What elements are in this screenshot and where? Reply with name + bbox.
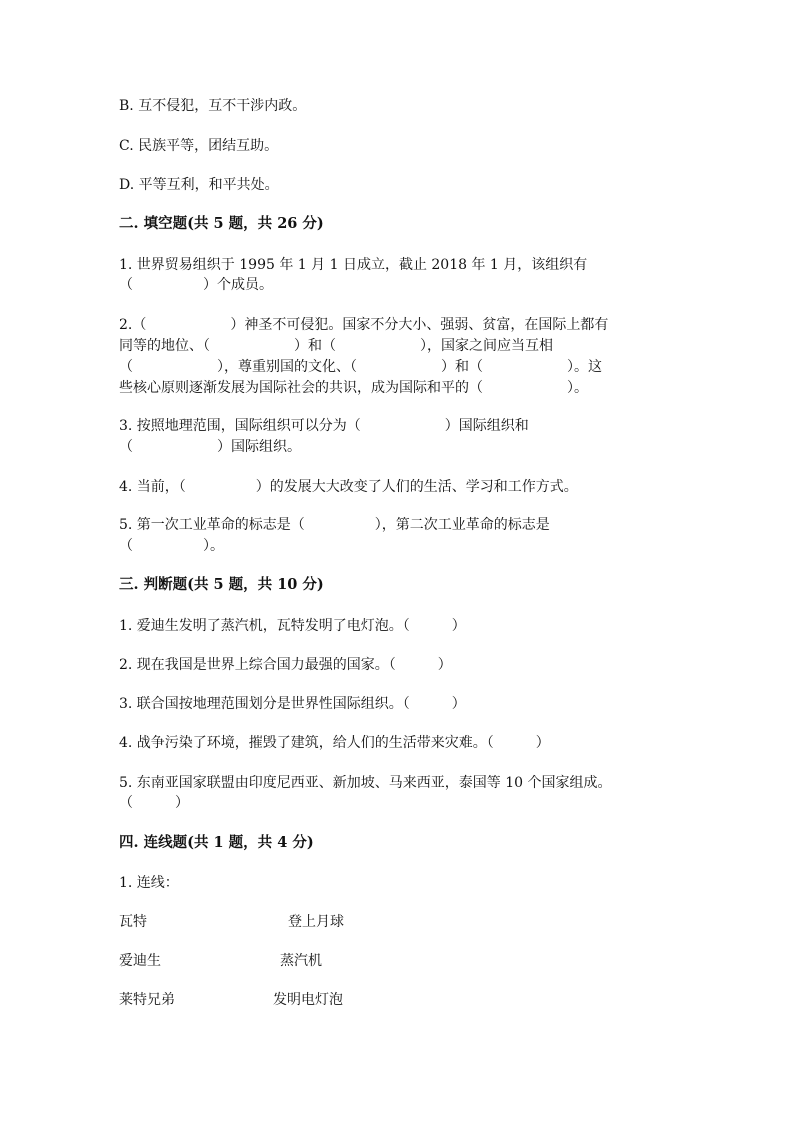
option-d: D. 平等互利，和平共处。 [119, 177, 279, 193]
option-b: B. 互不侵犯，互不干涉内政。 [119, 98, 307, 114]
match-right-item: 发明电灯泡 [273, 992, 343, 1008]
tf-q1: 1. 爱迪生发明了蒸汽机，瓦特发明了电灯泡。（ ） [119, 618, 466, 634]
fill-q2-line3: （ ），尊重别国的文化、（ ）和（ ）。这 [119, 359, 602, 375]
fill-q2-line2: 同等的地位、（ ）和（ ），国家之间应当互相 [119, 338, 553, 354]
fill-q5-line1: 5. 第一次工业革命的标志是（ ），第二次工业革命的标志是 [119, 517, 550, 533]
section-true-false-heading: 三. 判断题(共 5 题，共 10 分) [119, 576, 324, 593]
fill-q1-line2: （ ）个成员。 [119, 277, 273, 293]
option-c: C. 民族平等，团结互助。 [119, 138, 279, 154]
fill-q5-line2: （ ）。 [119, 538, 224, 554]
match-right-item: 登上月球 [288, 914, 344, 930]
match-left-item: 爱迪生 [119, 953, 161, 969]
fill-q4: 4. 当前，（ ）的发展大大改变了人们的生活、学习和工作方式。 [119, 479, 578, 495]
fill-q3-line2: （ ）国际组织。 [119, 439, 301, 455]
fill-q3-line1: 3. 按照地理范围，国际组织可以分为（ ）国际组织和 [119, 418, 529, 434]
section-fill-blank-heading: 二. 填空题(共 5 题，共 26 分) [119, 215, 324, 232]
fill-q1-line1: 1. 世界贸易组织于 1995 年 1 月 1 日成立，截止 2018 年 1 月，该组织有 [119, 257, 588, 273]
section-matching-heading: 四. 连线题(共 1 题，共 4 分) [119, 834, 314, 851]
tf-q3: 3. 联合国按地理范围划分是世界性国际组织。（ ） [119, 696, 466, 712]
fill-q2-line4: 些核心原则逐渐发展为国际社会的共识，成为国际和平的（ ）。 [119, 380, 588, 396]
match-q1: 1. 连线： [119, 875, 179, 891]
tf-q4: 4. 战争污染了环境，摧毁了建筑，给人们的生活带来灾难。（ ） [119, 735, 550, 751]
tf-q2: 2. 现在我国是世界上综合国力最强的国家。（ ） [119, 657, 452, 673]
tf-q5-line1: 5. 东南亚国家联盟由印度尼西亚、新加坡、马来西亚，泰国等 10 个国家组成。 [119, 775, 612, 791]
match-left-item: 莱特兄弟 [119, 992, 175, 1008]
match-right-item: 蒸汽机 [280, 953, 322, 969]
match-left-item: 瓦特 [119, 914, 147, 930]
fill-q2-line1: 2.（ ）神圣不可侵犯。国家不分大小、强弱、贫富，在国际上都有 [119, 317, 609, 333]
tf-q5-line2: （ ） [119, 795, 189, 811]
